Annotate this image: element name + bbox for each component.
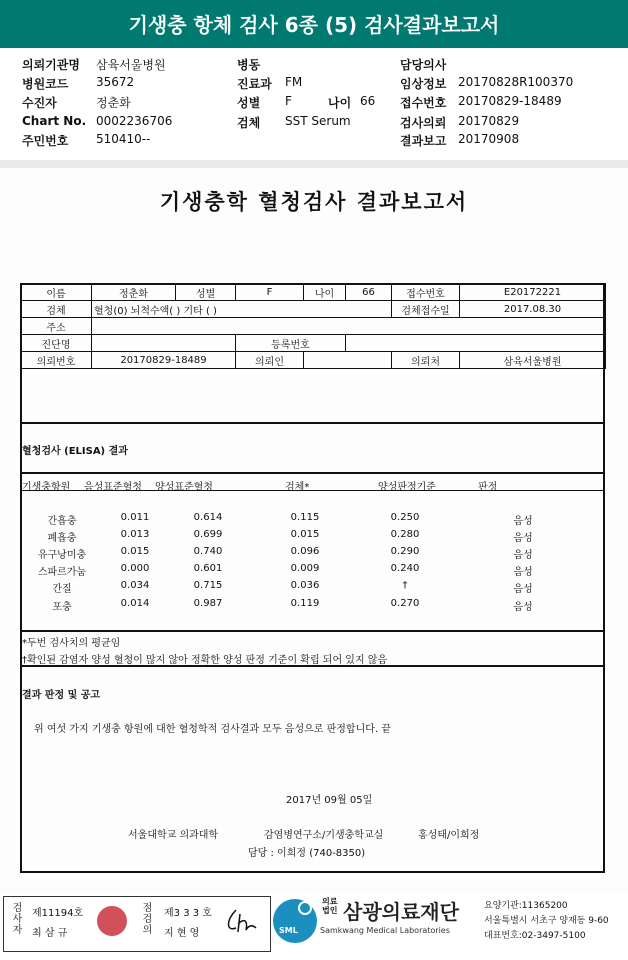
receipt-label-cell: 접수번호: [392, 284, 460, 301]
lab-name: 감염병연구소/기생충학교실: [264, 830, 384, 841]
verifier-vertical-label: 점검의: [140, 902, 151, 935]
col-header-result: 판정: [478, 482, 498, 493]
inspector-vertical-label: 검사자: [10, 902, 21, 935]
negative-cell: 0.013: [120, 529, 150, 540]
scanned-report-title: 기생충학 혈청검사 결과보고서: [159, 189, 469, 214]
result-cell: 음성: [513, 567, 533, 578]
chart-label: Chart No.: [22, 114, 87, 128]
footnote-average: *두번 검사치의 평균임: [22, 638, 121, 649]
corp-institution-code: 요양기관:11365200: [484, 901, 568, 911]
corp-english-name: Samkwang Medical Laboratories: [320, 926, 450, 935]
diagnosis-value: [92, 335, 236, 352]
inspector-license: 제11194호: [32, 908, 84, 919]
divider-line: [20, 630, 605, 632]
ward-label: 병동: [237, 58, 261, 72]
positive-cell: 0.740: [193, 546, 223, 557]
antigen-cell: 스파르가눔: [37, 567, 87, 578]
address-value: [92, 318, 606, 335]
requester-label: 의뢰인: [236, 352, 304, 369]
inspector-name: 최 삼 규: [32, 928, 68, 939]
col-header-antigen: 기생충항원: [22, 482, 71, 493]
doctor-label: 담당의사: [400, 58, 447, 72]
sample-cell: 0.096: [290, 546, 320, 557]
specimen-value: SST Serum: [285, 114, 351, 128]
report-date-label: 결과보고: [400, 134, 447, 148]
requester-value: [304, 352, 392, 369]
contact-person: 담당 : 이희정 (740-8350): [248, 848, 366, 859]
registration-value: [346, 335, 606, 352]
antigen-cell: 간흡충: [47, 516, 77, 527]
address-label: 주소: [21, 318, 92, 335]
staff-names: 홍성태/이희정: [418, 830, 480, 841]
col-header-sample: 검체*: [285, 482, 310, 493]
positive-cell: 0.715: [193, 580, 223, 591]
corp-address: 서울특별시 서초구 양재동 9-60: [484, 916, 609, 926]
divider-line: [20, 472, 605, 474]
report-title: 기생충 항체 검사 6종 (5) 검사결과보고서: [0, 0, 628, 48]
negative-cell: 0.034: [120, 580, 150, 591]
conclusion-text: 위 여섯 가지 기생충 항원에 대한 혈청학적 검사결과 모두 음성으로 판정합니다. 끝: [34, 724, 391, 735]
request-label: 검사의뢰: [400, 116, 447, 130]
code-label: 병원코드: [22, 77, 69, 91]
antigen-cell: 포충: [52, 602, 72, 613]
clinical-label: 임상정보: [400, 77, 447, 91]
negative-cell: 0.015: [120, 546, 150, 557]
name-value: 정춘화: [92, 284, 176, 301]
antigen-cell: 간질: [52, 584, 72, 595]
name-label: 이름: [21, 284, 92, 301]
section-divider: [0, 160, 628, 168]
rrn-label: 주민번호: [22, 134, 69, 148]
dept-value: FM: [285, 75, 303, 89]
result-cell: 음성: [513, 584, 533, 595]
report-date: 2017년 09월 05일: [286, 795, 373, 806]
divider-line: [20, 422, 605, 424]
cutoff-cell: 0.240: [390, 563, 420, 574]
cutoff-cell: 0.270: [390, 598, 420, 609]
report-date-value: 20170908: [458, 132, 520, 146]
age-value: 66: [360, 94, 376, 108]
receipt-label: 접수번호: [400, 96, 447, 110]
corp-name: 삼광의료재단: [343, 900, 459, 924]
diagnosis-label: 진단명: [21, 335, 92, 352]
col-header-negative: 음성표준혈청: [84, 482, 142, 493]
specimen-label: 검체: [237, 116, 261, 130]
sample-cell: 0.009: [290, 563, 320, 574]
signature-icon: [222, 906, 262, 938]
elisa-section-title: 혈청검사 (ELISA) 결과: [22, 446, 128, 457]
recv-date-label: 검체접수일: [392, 301, 460, 318]
result-cell: 음성: [513, 602, 533, 613]
receipt-value-cell: E20172221: [460, 284, 606, 301]
result-cell: 음성: [513, 516, 533, 527]
code-value: 35672: [96, 75, 135, 89]
report-info: [0, 50, 628, 158]
result-cell: 음성: [513, 533, 533, 544]
sml-logo-icon: [272, 897, 318, 945]
age-value-cell: 66: [346, 284, 392, 301]
clinical-value: 20170828R100370: [458, 75, 574, 89]
negative-cell: 0.000: [120, 563, 150, 574]
result-cell: 음성: [513, 550, 533, 561]
verifier-license: 제3 3 3 호: [164, 908, 212, 919]
request-no-value: 20170829-18489: [92, 352, 236, 369]
antigen-cell: 폐흡충: [47, 533, 77, 544]
header-underline: [20, 490, 605, 491]
conclusion-title: 결과 판정 및 공고: [22, 690, 101, 701]
sample-cell: 0.036: [290, 580, 320, 591]
registration-label: 등록번호: [236, 335, 346, 352]
verifier-name: 지 현 영: [164, 928, 200, 939]
cutoff-cell: 0.280: [390, 529, 420, 540]
age-label: 나이: [328, 96, 352, 110]
chart-value: 0002236706: [96, 114, 173, 128]
sex-label-cell: 성별: [176, 284, 236, 301]
positive-cell: 0.614: [193, 512, 223, 523]
corp-phone: 대표번호:02-3497-5100: [484, 931, 586, 941]
sml-logo-text: SML: [279, 926, 298, 935]
patient-value: 정춘화: [96, 96, 131, 110]
positive-cell: 0.987: [193, 598, 223, 609]
inst-label: 의뢰기관명: [22, 58, 80, 72]
negative-cell: 0.011: [120, 512, 150, 523]
cutoff-cell: †: [402, 580, 408, 591]
specimen-value-cell: 혈청(0) 뇌척수액( ) 기타 ( ): [92, 301, 392, 318]
sex-value: F: [285, 94, 292, 108]
col-header-cutoff: 양성판정기준: [378, 482, 436, 493]
seal-stamp-icon: [97, 906, 127, 936]
cutoff-cell: 0.290: [390, 546, 420, 557]
age-label-cell: 나이: [304, 284, 346, 301]
sex-label: 성별: [237, 96, 261, 110]
patient-label: 수진자: [22, 96, 57, 110]
request-org-value: 삼육서울병원: [460, 352, 606, 369]
request-org-label: 의뢰처: [392, 352, 460, 369]
footnote-dagger: †확인된 감염자 양성 혈청이 많지 않아 정확한 양성 판정 기준이 확립 되어 있지 않음: [22, 655, 388, 666]
cutoff-cell: 0.250: [390, 512, 420, 523]
patient-table: [20, 283, 606, 369]
sex-value-cell: F: [236, 284, 304, 301]
receipt-value: 20170829-18489: [458, 94, 562, 108]
recv-date-value: 2017.08.30: [460, 301, 606, 318]
sample-cell: 0.015: [290, 529, 320, 540]
rrn-value: 510410--: [96, 132, 151, 146]
antigen-cell: 유구낭미충: [37, 550, 87, 561]
inst-value: 삼육서울병원: [96, 58, 166, 72]
positive-cell: 0.601: [193, 563, 223, 574]
divider-line: [20, 665, 605, 667]
sample-cell: 0.115: [290, 512, 320, 523]
corp-type: 의료법인: [322, 897, 338, 915]
dept-label: 진료과: [237, 77, 272, 91]
request-no-label: 의뢰번호: [21, 352, 92, 369]
positive-cell: 0.699: [193, 529, 223, 540]
specimen-label-cell: 검체: [21, 301, 92, 318]
report-frame: [20, 283, 605, 873]
negative-cell: 0.014: [120, 598, 150, 609]
col-header-positive: 양성표준혈청: [155, 482, 213, 493]
sample-cell: 0.119: [290, 598, 320, 609]
org-name: 서울대학교 의과대학: [128, 830, 219, 841]
request-value: 20170829: [458, 114, 520, 128]
